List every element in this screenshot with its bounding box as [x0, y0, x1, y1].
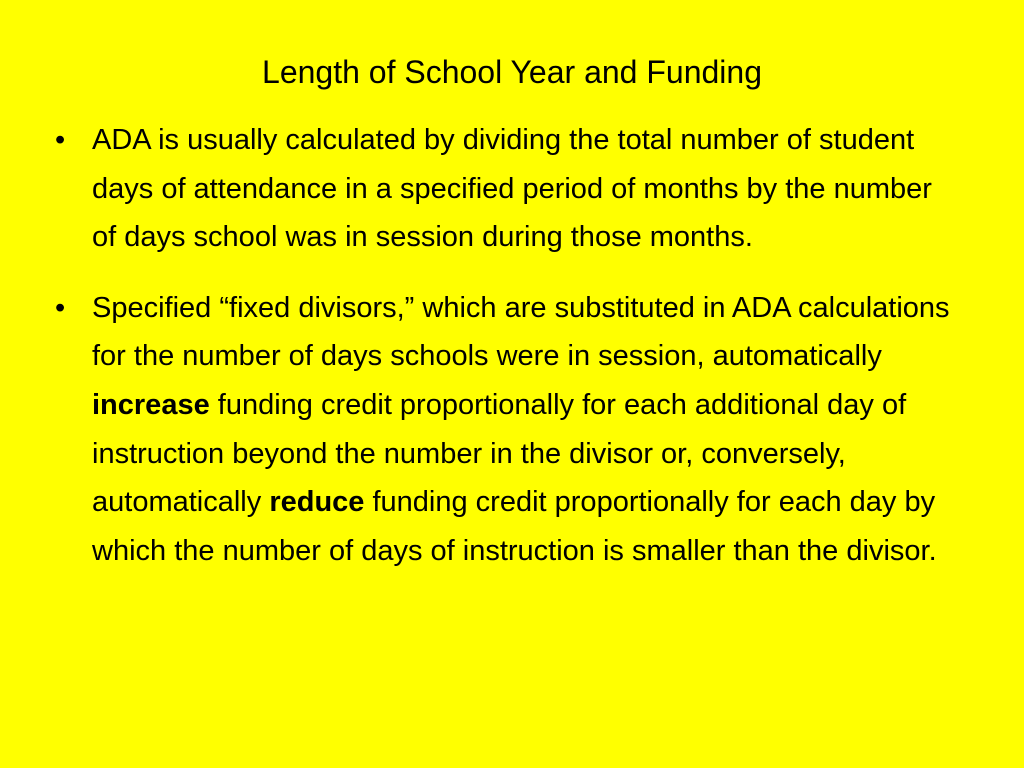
emphasis-increase: increase	[92, 388, 210, 421]
bullet-item-ada-calculation	[55, 116, 955, 262]
bullet-text-ada-calculation: ADA is usually calculated by dividing the total number of student days of attendance in a specified period of months by the number of days school was in session during those months.	[92, 124, 932, 254]
bullet-list	[55, 116, 955, 597]
slide-title: Length of School Year and Funding	[262, 54, 762, 90]
fixed-divisors-text-part: funding credit proportionally for each additional day of instruction beyond the number in the divisor or, conversely, automatically	[92, 388, 907, 519]
fixed-divisors-text-part: Specified “fixed divisors,” which are substituted in ADA calculations for the number of days schools were in session, automatically	[92, 291, 950, 373]
bullet-icon: •	[55, 124, 66, 156]
bullet-item-fixed-divisors	[55, 284, 955, 576]
bullet-text-fixed-divisors	[92, 292, 950, 567]
fixed-divisors-text-part: funding credit proportionally for each day by which the number of days of instruction is smaller than the divisor.	[92, 486, 937, 567]
bullet-icon: •	[55, 291, 66, 324]
emphasis-reduce: reduce	[269, 486, 365, 519]
